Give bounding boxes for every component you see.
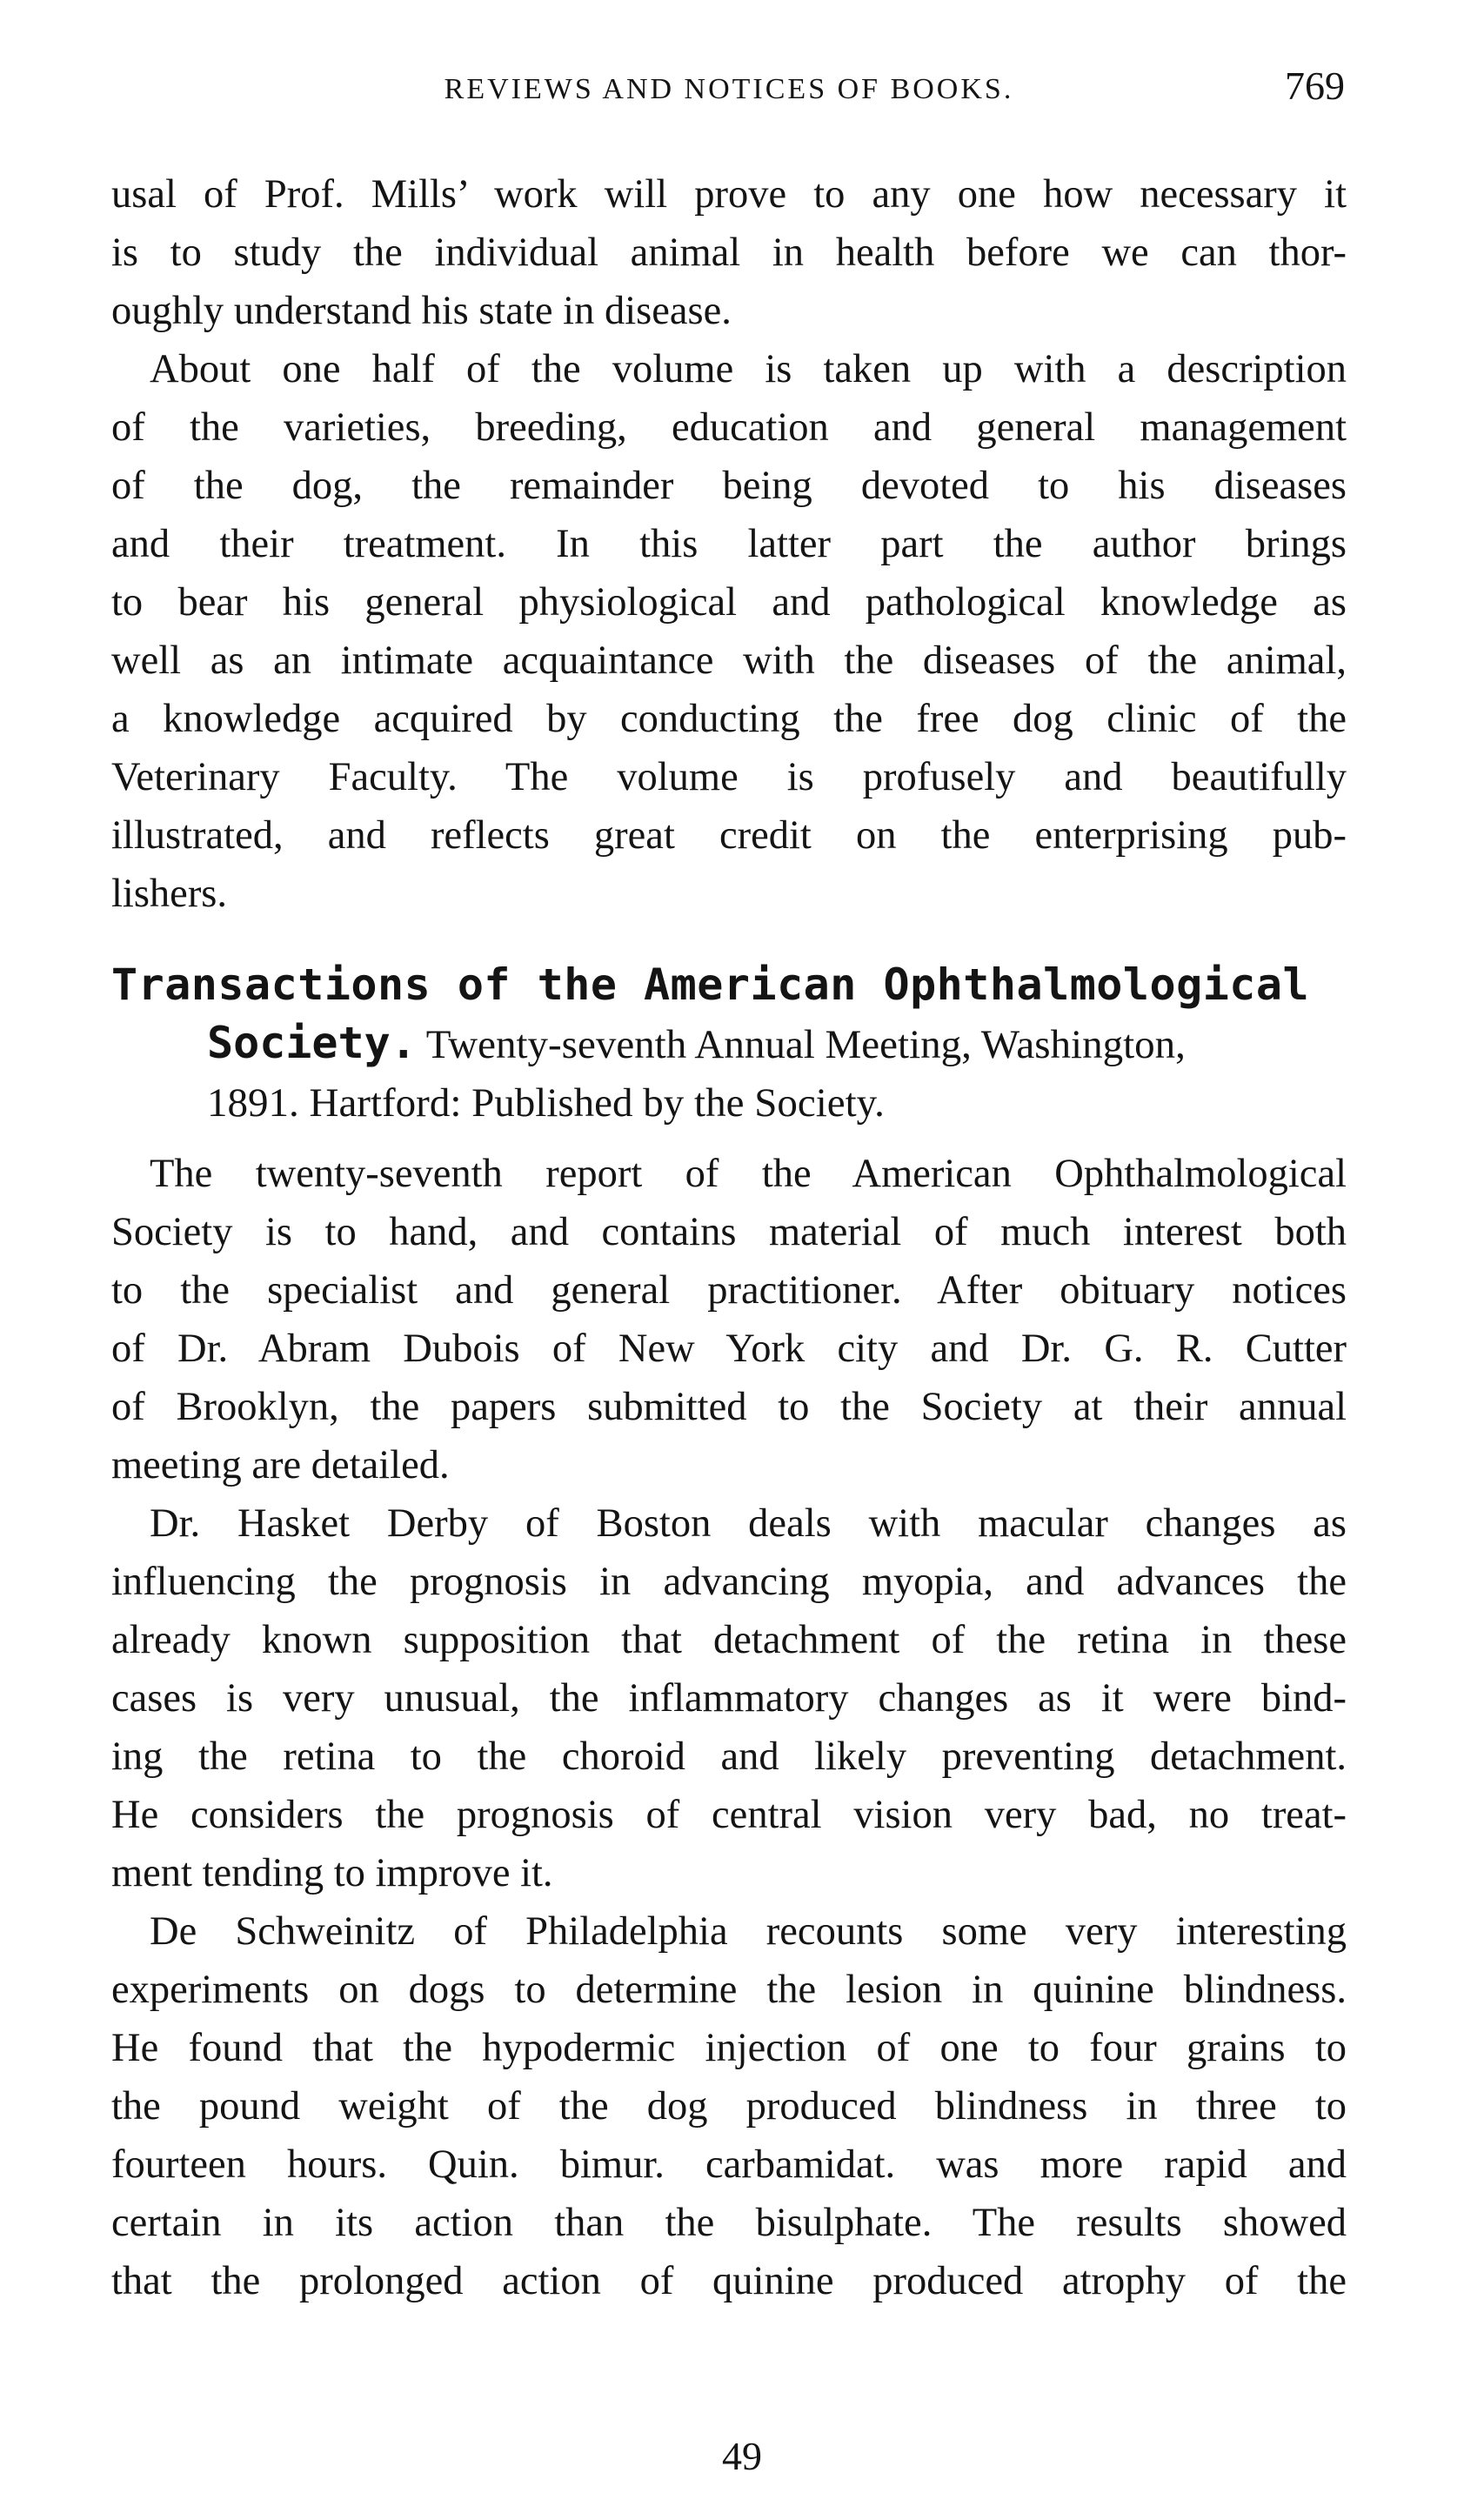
text-line: He found that the hypodermic injection of one to four grains to [111, 2026, 1347, 2070]
text-block [111, 165, 1347, 2310]
text-line: The twenty-seventh report of the American Ophthalmological [150, 1152, 1347, 1196]
paragraph-2 [111, 340, 1347, 923]
text-line: well as an intimate acquaintance with the diseases of the animal, [111, 638, 1347, 683]
text-line: Society is to hand, and contains material of much interest both [111, 1210, 1347, 1254]
text-line: a knowledge acquired by conducting the free dog clinic of the [111, 697, 1347, 741]
text-line: of Dr. Abram Dubois of New York city and Dr. G. R. Cutter [111, 1327, 1347, 1371]
book-publication-info: 1891. Hartford: Published by the Society. [207, 1080, 885, 1126]
paragraph-5 [111, 1902, 1347, 2310]
text-line: that the prolonged action of quinine produced atrophy of the [111, 2259, 1347, 2303]
text-line: ing the retina to the choroid and likely preventing detachment. [111, 1734, 1347, 1779]
book-title-society: Society. [207, 1018, 417, 1068]
text-line: and their treatment. In this latter part the author brings [111, 522, 1347, 566]
book-title: Transactions of the American Ophthalmological [111, 959, 1310, 1010]
text-line: is to study the individual animal in health before we can thor- [111, 231, 1347, 275]
text-line: De Schweinitz of Philadelphia recounts some very interesting [150, 1909, 1347, 1954]
paragraph-4 [111, 1494, 1347, 1902]
running-title: REVIEWS AND NOTICES OF BOOKS. [444, 73, 1014, 105]
book-title-continued [111, 1014, 1347, 1074]
text-line: to the specialist and general practitioner. After obituary notices [111, 1268, 1347, 1313]
text-line: oughly understand his state in disease. [111, 289, 732, 333]
text-line: the pound weight of the dog produced blindness in three to [111, 2084, 1347, 2129]
text-line: of Brooklyn, the papers submitted to the Society at their annual [111, 1385, 1347, 1429]
text-line: cases is very unusual, the inflammatory changes as it were bind- [111, 1676, 1347, 1721]
paragraph-3 [111, 1145, 1347, 1494]
text-line: to bear his general physiological and pathological knowledge as [111, 580, 1347, 625]
book-meeting-info: Twenty-seventh Annual Meeting, Washington, [416, 1022, 1186, 1067]
text-line: experiments on dogs to determine the lesion in quinine blindness. [111, 1968, 1347, 2012]
text-line: lishers. [111, 872, 228, 916]
text-line: Veterinary Faculty. The volume is profusely and beautifully [111, 755, 1347, 799]
text-line: fourteen hours. Quin. bimur. carbamidat. was more rapid and [111, 2142, 1347, 2187]
paragraph-1 [111, 165, 1347, 340]
page-number: 769 [1285, 63, 1345, 108]
text-line: influencing the prognosis in advancing myopia, and advances the [111, 1560, 1347, 1604]
text-line: Dr. Hasket Derby of Boston deals with macular changes as [150, 1501, 1347, 1546]
signature-mark: 49 [722, 2434, 762, 2478]
text-line: of the dog, the remainder being devoted to his diseases [111, 464, 1347, 508]
text-line: usal of Prof. Mills’ work will prove to any one how necessary it [111, 172, 1347, 217]
text-line: illustrated, and reflects great credit on the enterprising pub- [111, 813, 1347, 858]
text-line: of the varieties, breeding, education and general management [111, 405, 1347, 450]
text-line: About one half of the volume is taken up with a description [150, 347, 1347, 391]
text-line: He considers the prognosis of central vision very bad, no treat- [111, 1793, 1347, 1837]
text-line: already known supposition that detachment of the retina in these [111, 1618, 1347, 1662]
text-line: certain in its action than the bisulphate. The results showed [111, 2201, 1347, 2245]
text-line: ment tending to improve it. [111, 1851, 553, 1895]
review-heading [111, 956, 1347, 1133]
text-line: meeting are detailed. [111, 1443, 450, 1487]
